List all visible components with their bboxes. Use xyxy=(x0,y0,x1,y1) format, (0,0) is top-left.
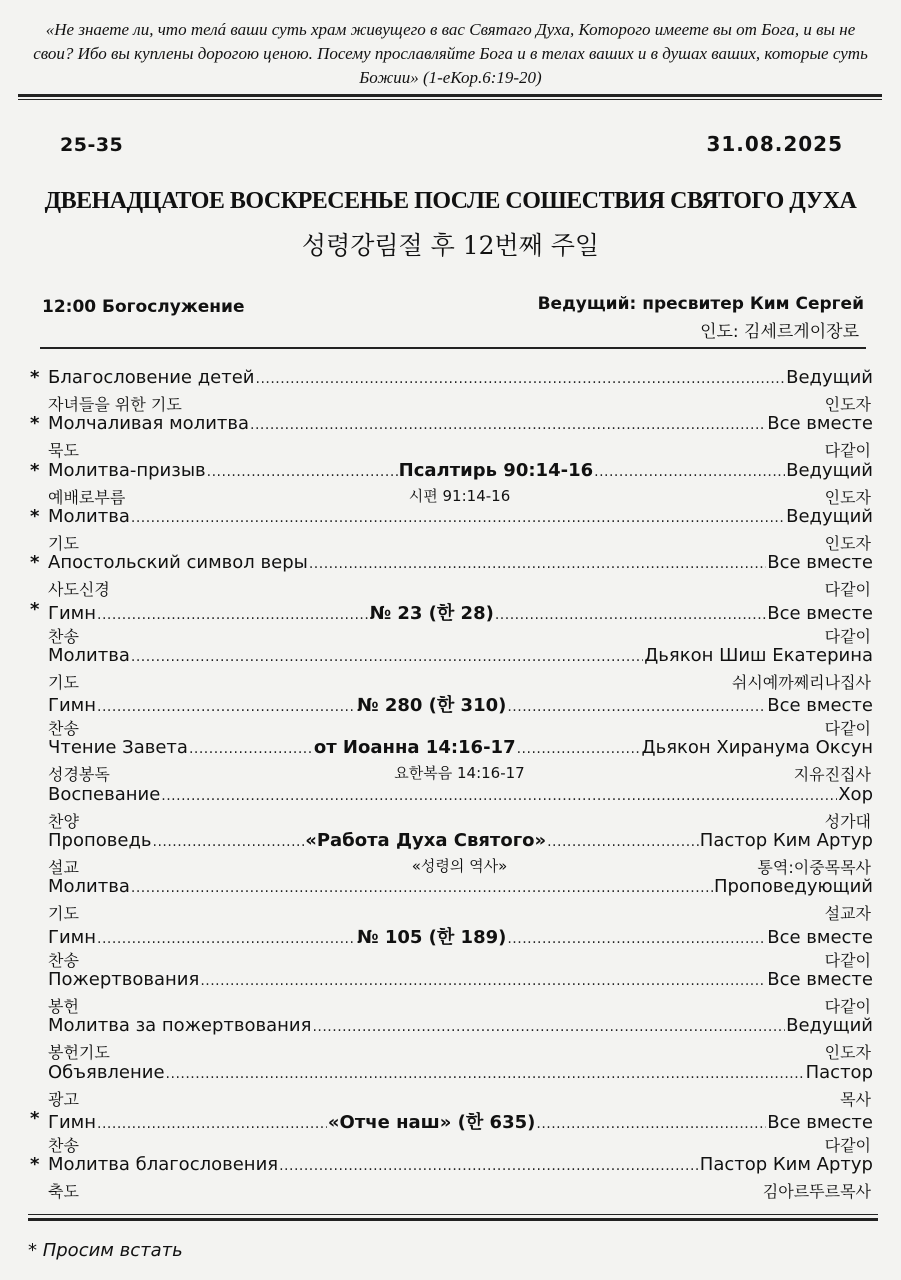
dot-leader xyxy=(97,607,368,623)
dot-leader xyxy=(200,973,766,989)
service-item-korean-line xyxy=(48,624,871,646)
service-item-russian-line xyxy=(48,969,873,993)
service-item-korean-line xyxy=(48,948,871,970)
service-item-performer-korean: 다같이 xyxy=(824,580,871,600)
service-item-performer-korean: 다같이 xyxy=(824,626,871,646)
service-item-label-korean: 찬송 xyxy=(48,719,79,739)
dot-leader xyxy=(166,1066,805,1082)
service-item-label-korean: 설교 xyxy=(48,858,79,877)
service-item-performer-korean: 인도자 xyxy=(824,533,871,553)
service-item-label-korean: 기도 xyxy=(48,904,79,924)
service-item-label: Молитва за пожертвования xyxy=(48,1015,312,1037)
dot-leader xyxy=(153,834,305,850)
stand-marker: * xyxy=(30,413,40,435)
bottom-divider xyxy=(28,1218,878,1221)
service-item-performer: Все вместе xyxy=(767,926,873,948)
service-item-performer: Пастор Ким Артур xyxy=(699,830,873,851)
service-item-russian-line xyxy=(48,876,873,900)
service-item-russian-line xyxy=(48,737,873,761)
service-item-korean-line xyxy=(48,1040,871,1062)
service-item-performer: Хор xyxy=(838,783,873,805)
service-item-performer: Все вместе xyxy=(767,602,874,624)
dot-leader xyxy=(536,1116,766,1132)
dot-leader xyxy=(131,880,713,896)
dot-leader xyxy=(189,741,313,757)
service-item-label-korean: 자녀들을 위한 기도 xyxy=(48,395,182,414)
service-item-korean-line xyxy=(48,531,871,553)
service-item-label: Гимн xyxy=(48,602,97,624)
service-item-performer-korean: 지유진집사 xyxy=(793,765,871,785)
page-title-russian: ДВЕНАДЦАТОЕ ВОСКРЕСЕНЬЕ ПОСЛЕ СОШЕСТВИЯ СВЯТОГО ДУХА xyxy=(44,188,857,214)
service-item-detail: Псалтирь 90:14-16 xyxy=(398,459,594,481)
service-item-performer-korean: 인도자 xyxy=(824,1043,871,1063)
dot-leader xyxy=(495,607,766,623)
service-item-detail: № 105 (한 189) xyxy=(356,926,507,948)
service-item-performer-korean: 김아르뚜르목사 xyxy=(762,1182,871,1202)
service-item-label: Гимн xyxy=(48,695,97,717)
stand-marker: * xyxy=(30,367,40,388)
dot-leader xyxy=(131,510,785,526)
service-item-russian-line xyxy=(48,1015,873,1039)
service-item-label: Молитва xyxy=(48,644,130,666)
service-item-label-korean: 찬송 xyxy=(48,1135,79,1155)
bulletin-date: 31.08.2025 xyxy=(706,132,843,156)
service-item-label: Молитва-призыв xyxy=(48,459,206,481)
service-item-detail: «Отче наш» (한 635) xyxy=(327,1111,536,1133)
dot-leader xyxy=(312,1019,785,1035)
service-item-performer: Все вместе xyxy=(767,552,873,574)
service-item-russian-line xyxy=(48,784,873,808)
leader-korean: 인도: 김세르게이장로 xyxy=(700,322,859,342)
service-item-performer: Все вместе xyxy=(767,413,873,435)
service-item-russian-line xyxy=(48,460,873,484)
service-item-russian-line xyxy=(48,830,873,854)
service-item-performer: Пастор xyxy=(805,1061,873,1083)
service-item-label-korean: 사도신경 xyxy=(48,580,110,600)
dot-leader xyxy=(161,788,837,804)
dot-leader xyxy=(250,417,766,433)
service-item-detail: № 23 (한 28) xyxy=(369,602,494,624)
service-item-label: Молитва xyxy=(48,505,130,527)
service-item-label: Молитва xyxy=(48,876,130,898)
service-item-label-korean: 성경봉독 xyxy=(48,765,110,785)
service-item-performer: Проповедующий xyxy=(713,876,873,898)
stand-marker: * xyxy=(30,598,40,620)
service-item-korean-line xyxy=(48,392,871,414)
service-item-korean-line xyxy=(48,1179,871,1201)
stand-marker: * xyxy=(30,1107,40,1129)
service-item-korean-line xyxy=(48,670,871,692)
service-item-label: Чтение Завета xyxy=(48,737,188,759)
service-item-performer: Дьякон Хиранума Оксун xyxy=(641,737,873,759)
service-item-russian-line xyxy=(48,923,873,947)
service-item-label: Гимн xyxy=(48,926,97,948)
service-item-detail: от Иоанна 14:16-17 xyxy=(313,737,516,759)
leader-russian: Ведущий: пресвитер Ким Сергей xyxy=(537,294,864,314)
service-item-performer-korean: 성가대 xyxy=(824,811,871,831)
service-item-russian-line xyxy=(48,506,873,530)
service-item-performer-korean: 인도자 xyxy=(824,487,871,507)
dot-leader xyxy=(97,699,356,715)
service-item-label-korean: 찬송 xyxy=(48,950,79,970)
service-item-performer: Все вместе xyxy=(767,695,873,717)
service-item-performer: Ведущий xyxy=(786,1015,873,1037)
service-item-label-korean: 찬송 xyxy=(48,626,79,646)
service-item-korean-line xyxy=(48,855,871,877)
service-item-performer-korean: 목사 xyxy=(840,1089,871,1109)
service-item-russian-line xyxy=(48,1154,873,1178)
dot-leader xyxy=(517,741,641,757)
service-item-russian-line xyxy=(48,599,873,623)
service-item-performer: Все вместе xyxy=(767,968,873,990)
service-item-performer-korean: 쉬시예까쩨리나집사 xyxy=(731,672,871,692)
dot-leader xyxy=(309,556,766,572)
service-item-performer: Все вместе xyxy=(767,1111,873,1133)
stand-marker: * xyxy=(30,1154,40,1176)
service-item-performer-korean: 설교자 xyxy=(824,904,871,924)
bulletin-number: 25-35 xyxy=(60,134,124,156)
service-item-russian-line xyxy=(48,413,873,437)
service-item-label-korean: 기도 xyxy=(48,672,79,692)
stand-marker: * xyxy=(30,459,40,481)
service-item-detail-korean: 요한복음 14:16-17 xyxy=(394,764,525,783)
dot-leader xyxy=(594,464,785,480)
service-item-russian-line xyxy=(48,691,873,715)
service-item-detail-korean: «성령의 역사» xyxy=(411,857,508,875)
service-item-label: Пожертвования xyxy=(48,968,200,990)
stand-marker: * xyxy=(30,505,40,527)
service-item-label-korean: 봉헌 xyxy=(48,996,79,1016)
service-item-korean-line xyxy=(48,809,871,831)
service-item-performer-korean: 인도자 xyxy=(824,395,871,414)
section-divider xyxy=(40,347,866,349)
service-item-performer-korean: 다같이 xyxy=(824,719,871,739)
service-time: 12:00 Богослужение xyxy=(42,297,245,317)
service-item-label: Объявление xyxy=(48,1061,165,1083)
service-item-detail: «Работа Духа Святого» xyxy=(305,830,547,851)
service-item-performer: Ведущий xyxy=(786,367,873,388)
service-item-performer: Дьякон Шиш Екатерина xyxy=(644,644,873,666)
footnote-please-stand: * Просим встать xyxy=(28,1240,183,1261)
service-item-korean-line xyxy=(48,1087,871,1109)
service-item-korean-line xyxy=(48,762,871,784)
page-title-korean: 성령강림절 후 12번째 주일 xyxy=(301,231,600,260)
stand-marker: * xyxy=(30,552,40,574)
service-item-korean-line xyxy=(48,716,871,738)
service-item-russian-line xyxy=(48,367,873,391)
service-item-label-korean: 광고 xyxy=(48,1089,79,1109)
service-item-performer: Ведущий xyxy=(786,459,873,481)
service-item-performer: Пастор Ким Артур xyxy=(699,1154,873,1176)
service-item-performer: Ведущий xyxy=(786,505,873,527)
service-item-label: Апостольский символ веры xyxy=(48,552,308,574)
service-item-performer-korean: 통역:이중목목사 xyxy=(757,858,871,877)
service-item-label-korean: 축도 xyxy=(48,1182,79,1202)
service-item-performer-korean: 다같이 xyxy=(824,1135,871,1155)
service-item-korean-line xyxy=(48,485,871,507)
service-item-korean-line xyxy=(48,577,871,599)
service-item-performer-korean: 다같이 xyxy=(824,950,871,970)
service-item-detail-korean: 시편 91:14-16 xyxy=(408,486,511,505)
top-divider-thin xyxy=(18,99,882,100)
service-item-detail: № 280 (한 310) xyxy=(356,695,507,717)
service-item-label-korean: 봉헌기도 xyxy=(48,1043,110,1063)
dot-leader xyxy=(131,649,643,665)
service-item-label: Благословение детей xyxy=(48,367,255,388)
dot-leader xyxy=(97,1116,327,1132)
service-item-korean-line xyxy=(48,901,871,923)
service-item-russian-line xyxy=(48,645,873,669)
service-item-label: Молчаливая молитва xyxy=(48,413,250,435)
dot-leader xyxy=(97,931,356,947)
service-item-russian-line xyxy=(48,1108,873,1132)
service-item-label-korean: 예배로부름 xyxy=(48,487,126,507)
service-item-label-korean: 찬양 xyxy=(48,811,79,831)
service-item-label-korean: 묵도 xyxy=(48,441,79,461)
service-item-korean-line xyxy=(48,1133,871,1155)
service-item-label: Проповедь xyxy=(48,830,152,851)
dot-leader xyxy=(507,699,766,715)
service-item-label: Молитва благословения xyxy=(48,1154,279,1176)
service-item-label-korean: 기도 xyxy=(48,533,79,553)
dot-leader xyxy=(256,371,786,387)
service-item-performer-korean: 다같이 xyxy=(824,441,871,461)
service-item-performer-korean: 다같이 xyxy=(824,996,871,1016)
dot-leader xyxy=(279,1158,699,1174)
service-item-korean-line xyxy=(48,438,871,460)
scripture-quote: «Не знаете ли, что телá ваши суть храм живущего в вас Святаго Духа, Которого имеете вы от Бога, и вы не свои? Ибо вы куплены дорогою ценою. Посему прославляйте Бога и в телах ваших и в душах ваших, которые суть Божии» (1-еКор.6:19-20) xyxy=(33,20,868,87)
dot-leader xyxy=(547,834,699,850)
bottom-divider-thin xyxy=(28,1214,878,1215)
service-item-russian-line xyxy=(48,1062,873,1086)
service-item-korean-line xyxy=(48,994,871,1016)
service-item-label: Гимн xyxy=(48,1111,97,1133)
dot-leader xyxy=(507,931,766,947)
dot-leader xyxy=(207,464,398,480)
top-divider xyxy=(18,94,882,97)
service-item-russian-line xyxy=(48,552,873,576)
service-item-label: Воспевание xyxy=(48,783,161,805)
